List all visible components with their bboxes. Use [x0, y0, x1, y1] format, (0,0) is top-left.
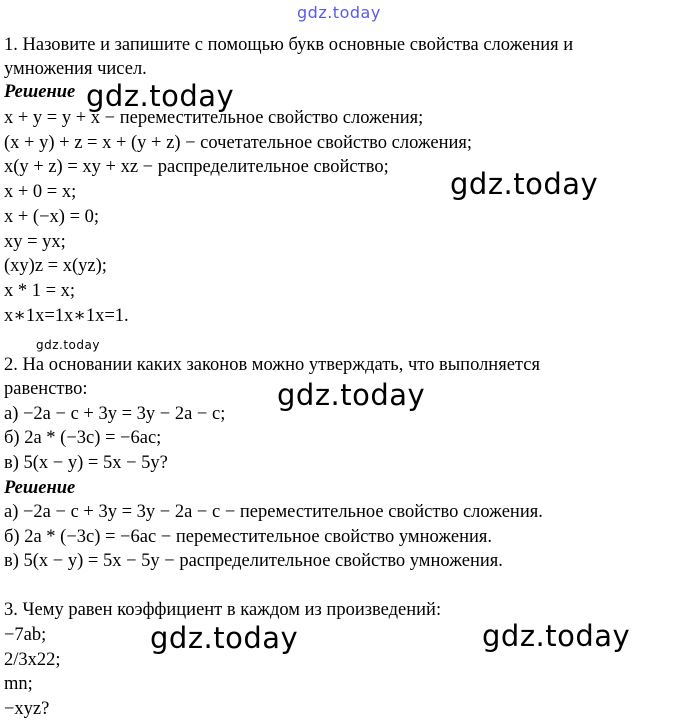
- watermark-top: gdz.today: [297, 3, 381, 22]
- task3-item: mn;: [4, 674, 33, 694]
- task1-line: (xy)z = x(yz);: [4, 256, 107, 276]
- task2-question-line1: 2. На основании каких законов можно утверждать, что выполняется: [4, 355, 540, 375]
- task2-answer: в) 5(x − y) = 5x − 5y − распределительное свойство умножения.: [4, 551, 503, 571]
- task3-item: −7ab;: [4, 625, 47, 645]
- task2-answer: а) −2a − c + 3y = 3y − 2a − c − переместительное свойство сложения.: [4, 502, 543, 522]
- watermark-small: gdz.today: [36, 338, 100, 352]
- watermark: gdz.today: [86, 79, 235, 113]
- task1-line: x∗1x=1x∗1x=1.: [4, 306, 129, 326]
- watermark: gdz.today: [150, 621, 299, 655]
- task3-item: −xyz?: [4, 699, 50, 719]
- watermark: gdz.today: [277, 378, 426, 412]
- task2-item: а) −2a − c + 3y = 3y − 2a − c;: [4, 404, 226, 424]
- task1-line: x + 0 = x;: [4, 182, 77, 202]
- task2-solution-heading: Решение: [4, 478, 76, 498]
- task1-line: x + (−x) = 0;: [4, 207, 100, 227]
- task1-line: x * 1 = x;: [4, 281, 76, 301]
- task1-line: xy = yx;: [4, 232, 66, 252]
- task2-item: б) 2a * (−3c) = −6ac;: [4, 428, 162, 448]
- watermark: gdz.today: [482, 619, 631, 653]
- task1-solution-heading: Решение: [4, 82, 76, 102]
- task3-item: 2/3x22;: [4, 650, 61, 670]
- task1-question-line2: умножения чисел.: [4, 59, 147, 79]
- task1-line: x(y + z) = xy + xz − распределительное свойство;: [4, 157, 389, 177]
- task2-item: в) 5(x − y) = 5x − 5y?: [4, 453, 168, 473]
- task1-question-line1: 1. Назовите и запишите с помощью букв основные свойства сложения и: [4, 35, 574, 55]
- task2-question-line2: равенство:: [4, 379, 88, 399]
- watermark: gdz.today: [450, 167, 599, 201]
- task1-line: (x + y) + z = x + (y + z) − сочетательное свойство сложения;: [4, 133, 473, 153]
- task2-answer: б) 2a * (−3c) = −6ac − переместительное свойство умножения.: [4, 527, 493, 547]
- task1-line: x + y = y + x − переместительное свойство сложения;: [4, 108, 424, 128]
- task3-question: 3. Чему равен коэффициент в каждом из произведений:: [4, 600, 442, 620]
